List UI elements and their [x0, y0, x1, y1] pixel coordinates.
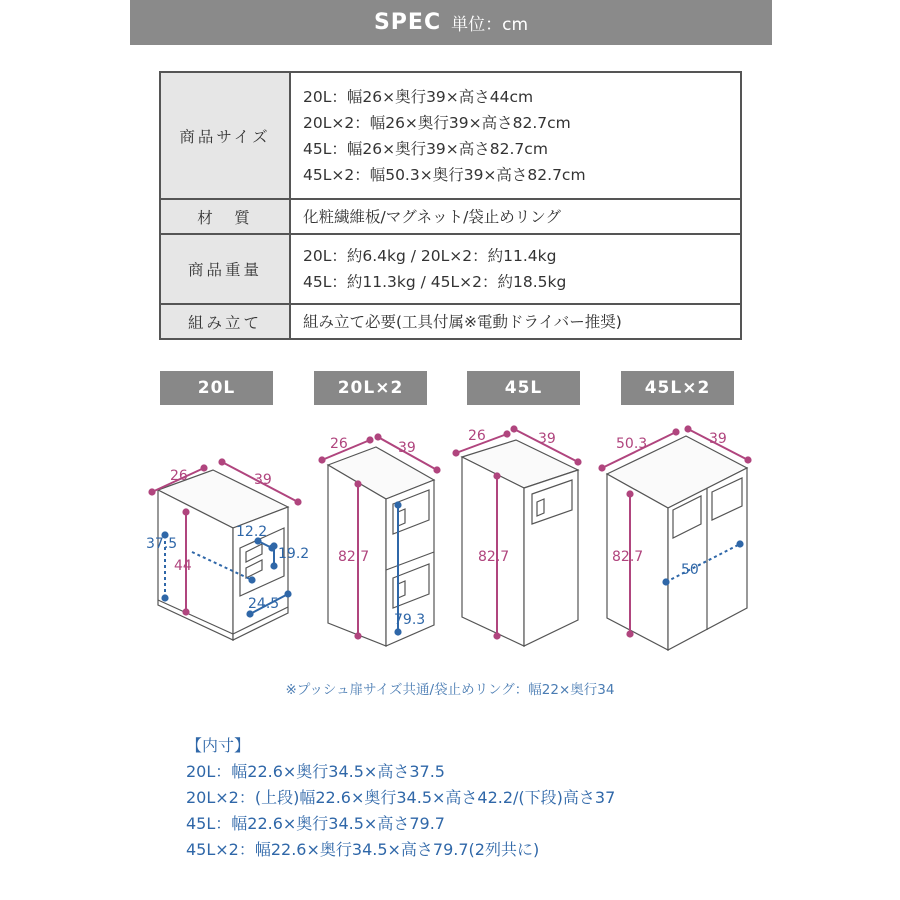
row-value — [290, 199, 741, 234]
unit-label: 単位：cm — [451, 15, 529, 35]
model-tag-45l-x2: 45L×2 — [621, 371, 734, 405]
dim-width-label: 26 — [468, 428, 486, 444]
weight-line: 20L：約6.4kg / 20L×2：約11.4kg — [303, 247, 557, 265]
dim-door-height-label: 19.2 — [278, 546, 310, 562]
dim-height-label: 82.7 — [612, 549, 644, 565]
size-line: 20L×2：幅26×奥行39×高さ82.7cm — [303, 113, 571, 132]
product-diagrams — [0, 410, 900, 665]
dim-width-label: 26 — [330, 436, 348, 452]
dim-inner-width-label: 50 — [681, 562, 699, 578]
spec-table — [159, 71, 742, 340]
model-tag-20l: 20L — [160, 371, 273, 405]
inner-dimension-line: 45L：幅22.6×奥行34.5×高さ79.7 — [186, 814, 445, 833]
size-line: 45L×2：幅50.3×奥行39×高さ82.7cm — [303, 165, 586, 184]
inner-dimensions — [186, 733, 615, 863]
dim-depth-label: 39 — [398, 440, 416, 456]
dim-inner-height-label: 37.5 — [146, 536, 178, 552]
dim-depth-label: 39 — [709, 431, 727, 447]
table-row — [160, 72, 741, 199]
row-value — [290, 234, 741, 304]
dim-height-label: 82.7 — [478, 549, 510, 565]
assembly-line: 組み立て必要(工具付属※電動ドライバー推奨) — [303, 312, 622, 331]
weight-line: 45L：約11.3kg / 45L×2：約18.5kg — [303, 273, 567, 291]
inner-dimension-line: 20L：幅22.6×奥行34.5×高さ37.5 — [186, 762, 445, 781]
dim-height-label: 44 — [174, 558, 192, 574]
table-row — [160, 199, 741, 234]
dim-width-label: 50.3 — [616, 436, 648, 452]
inner-dimensions-title: 【内寸】 — [186, 736, 251, 755]
row-label: 商品重量 — [160, 234, 290, 304]
row-label: 組み立て — [160, 304, 290, 339]
row-value — [290, 304, 741, 339]
row-label: 材 質 — [160, 199, 290, 234]
dim-depth-label: 39 — [254, 472, 272, 488]
cabinet-45l-drawing — [462, 440, 578, 646]
model-tag-45l: 45L — [467, 371, 580, 405]
row-label: 商品サイズ — [160, 72, 290, 199]
spec-header — [130, 0, 772, 45]
spec-title: SPEC — [373, 10, 442, 35]
table-row — [160, 234, 741, 304]
dim-inner-height-label: 79.3 — [394, 612, 426, 628]
cabinet-20l-drawing — [158, 470, 288, 640]
size-line: 20L：幅26×奥行39×高さ44cm — [303, 87, 534, 106]
push-door-note: ※プッシュ扉サイズ共通/袋止めリング：幅22×奥行34 — [285, 682, 615, 698]
dim-door-width-label: 12.2 — [236, 524, 268, 540]
row-value — [290, 72, 741, 199]
table-row — [160, 304, 741, 339]
dim-inner-depth-label: 24.5 — [248, 596, 280, 612]
material-line: 化粧繊維板/マグネット/袋止めリング — [303, 207, 561, 226]
model-tag-20l-x2: 20L×2 — [314, 371, 427, 405]
size-line: 45L：幅26×奥行39×高さ82.7cm — [303, 139, 548, 158]
dim-height-label: 82.7 — [338, 549, 370, 565]
inner-dimension-line: 45L×2：幅22.6×奥行34.5×高さ79.7(2列共に) — [186, 840, 540, 859]
dim-depth-label: 39 — [538, 431, 556, 447]
dim-width-label: 26 — [170, 468, 188, 484]
inner-dimension-line: 20L×2：(上段)幅22.6×奥行34.5×高さ42.2/(下段)高さ37 — [186, 788, 616, 807]
cabinet-45l-x2-drawing — [607, 436, 747, 650]
